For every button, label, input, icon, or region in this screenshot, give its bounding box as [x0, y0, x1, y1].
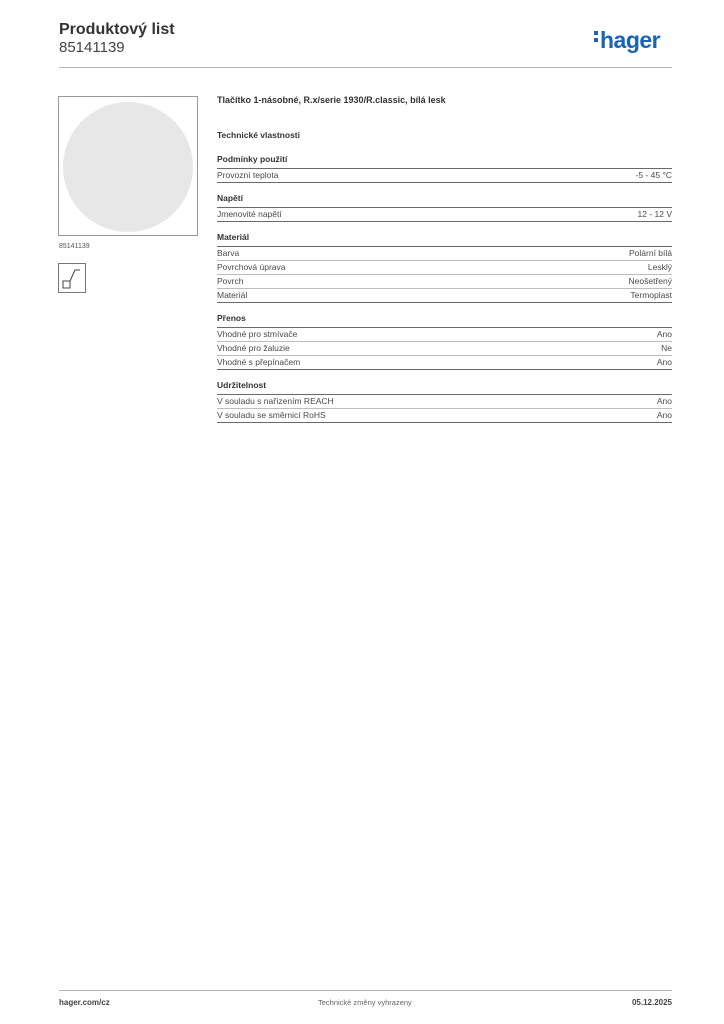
image-caption: 85141139: [59, 243, 90, 250]
technical-properties-title: Technické vlastnosti: [217, 130, 300, 140]
switch-symbol-icon: [58, 263, 86, 293]
property-section: [217, 154, 672, 183]
property-label: Jmenovité napětí: [217, 209, 282, 219]
property-value: -5 - 45 °C: [635, 170, 672, 180]
hager-logo: [594, 27, 660, 54]
property-label: Materiál: [217, 290, 248, 300]
section-title: Přenos: [217, 313, 672, 328]
property-value: Ano: [656, 410, 672, 420]
property-section: [217, 232, 672, 303]
property-label: Vhodné pro žaluzie: [217, 343, 290, 353]
property-row: [217, 395, 672, 409]
property-value: Ano: [656, 396, 672, 406]
property-row: [217, 208, 672, 222]
section-title: Materiál: [217, 232, 672, 247]
property-value: Ne: [661, 343, 672, 353]
product-number: 85141139: [59, 39, 125, 56]
page-title: Produktový list: [59, 21, 175, 38]
property-row: [217, 169, 672, 183]
property-label: V souladu s nařízením REACH: [217, 396, 334, 406]
property-row: [217, 342, 672, 356]
property-value: Polární bílá: [629, 248, 672, 258]
property-row: [217, 409, 672, 423]
property-value: Termoplast: [630, 290, 672, 300]
property-label: Vhodné pro stmívače: [217, 329, 298, 339]
section-title: Napětí: [217, 193, 672, 208]
property-label: Povrchová úprava: [217, 262, 286, 272]
property-row: [217, 328, 672, 342]
property-row: [217, 356, 672, 370]
product-image: [58, 96, 198, 236]
property-label: Barva: [217, 248, 240, 258]
footer-divider: [59, 990, 672, 991]
footer-url[interactable]: hager.com/cz: [59, 998, 110, 1007]
property-value: Neošetřený: [628, 276, 672, 286]
property-label: Provozní teplota: [217, 170, 279, 180]
section-title: Udržitelnost: [217, 380, 672, 395]
header-divider: [59, 67, 672, 68]
property-section: [217, 380, 672, 423]
property-label: V souladu se směrnicí RoHS: [217, 410, 326, 420]
property-row: [217, 289, 672, 303]
property-row: [217, 261, 672, 275]
property-label: Povrch: [217, 276, 244, 286]
footer-date: 05.12.2025: [631, 998, 672, 1007]
property-sections: [217, 154, 672, 423]
property-value: Ano: [656, 357, 672, 367]
product-image-placeholder: [63, 102, 193, 232]
property-label: Vhodné s přepínačem: [217, 357, 301, 367]
product-name: Tlačítko 1-násobné, R.x/serie 1930/R.classic, bílá lesk: [217, 95, 446, 105]
property-value: 12 - 12 V: [637, 209, 672, 219]
property-value: Lesklý: [647, 262, 672, 272]
property-row: [217, 275, 672, 289]
footer-note: Technické změny vyhrazeny: [318, 998, 412, 1007]
property-section: [217, 193, 672, 222]
property-row: [217, 247, 672, 261]
logo-dots-icon: [594, 31, 598, 45]
property-value: Ano: [656, 329, 672, 339]
property-section: [217, 313, 672, 370]
section-title: Podmínky použití: [217, 154, 672, 169]
product-details: [217, 95, 672, 423]
logo-text: hager: [600, 27, 661, 53]
